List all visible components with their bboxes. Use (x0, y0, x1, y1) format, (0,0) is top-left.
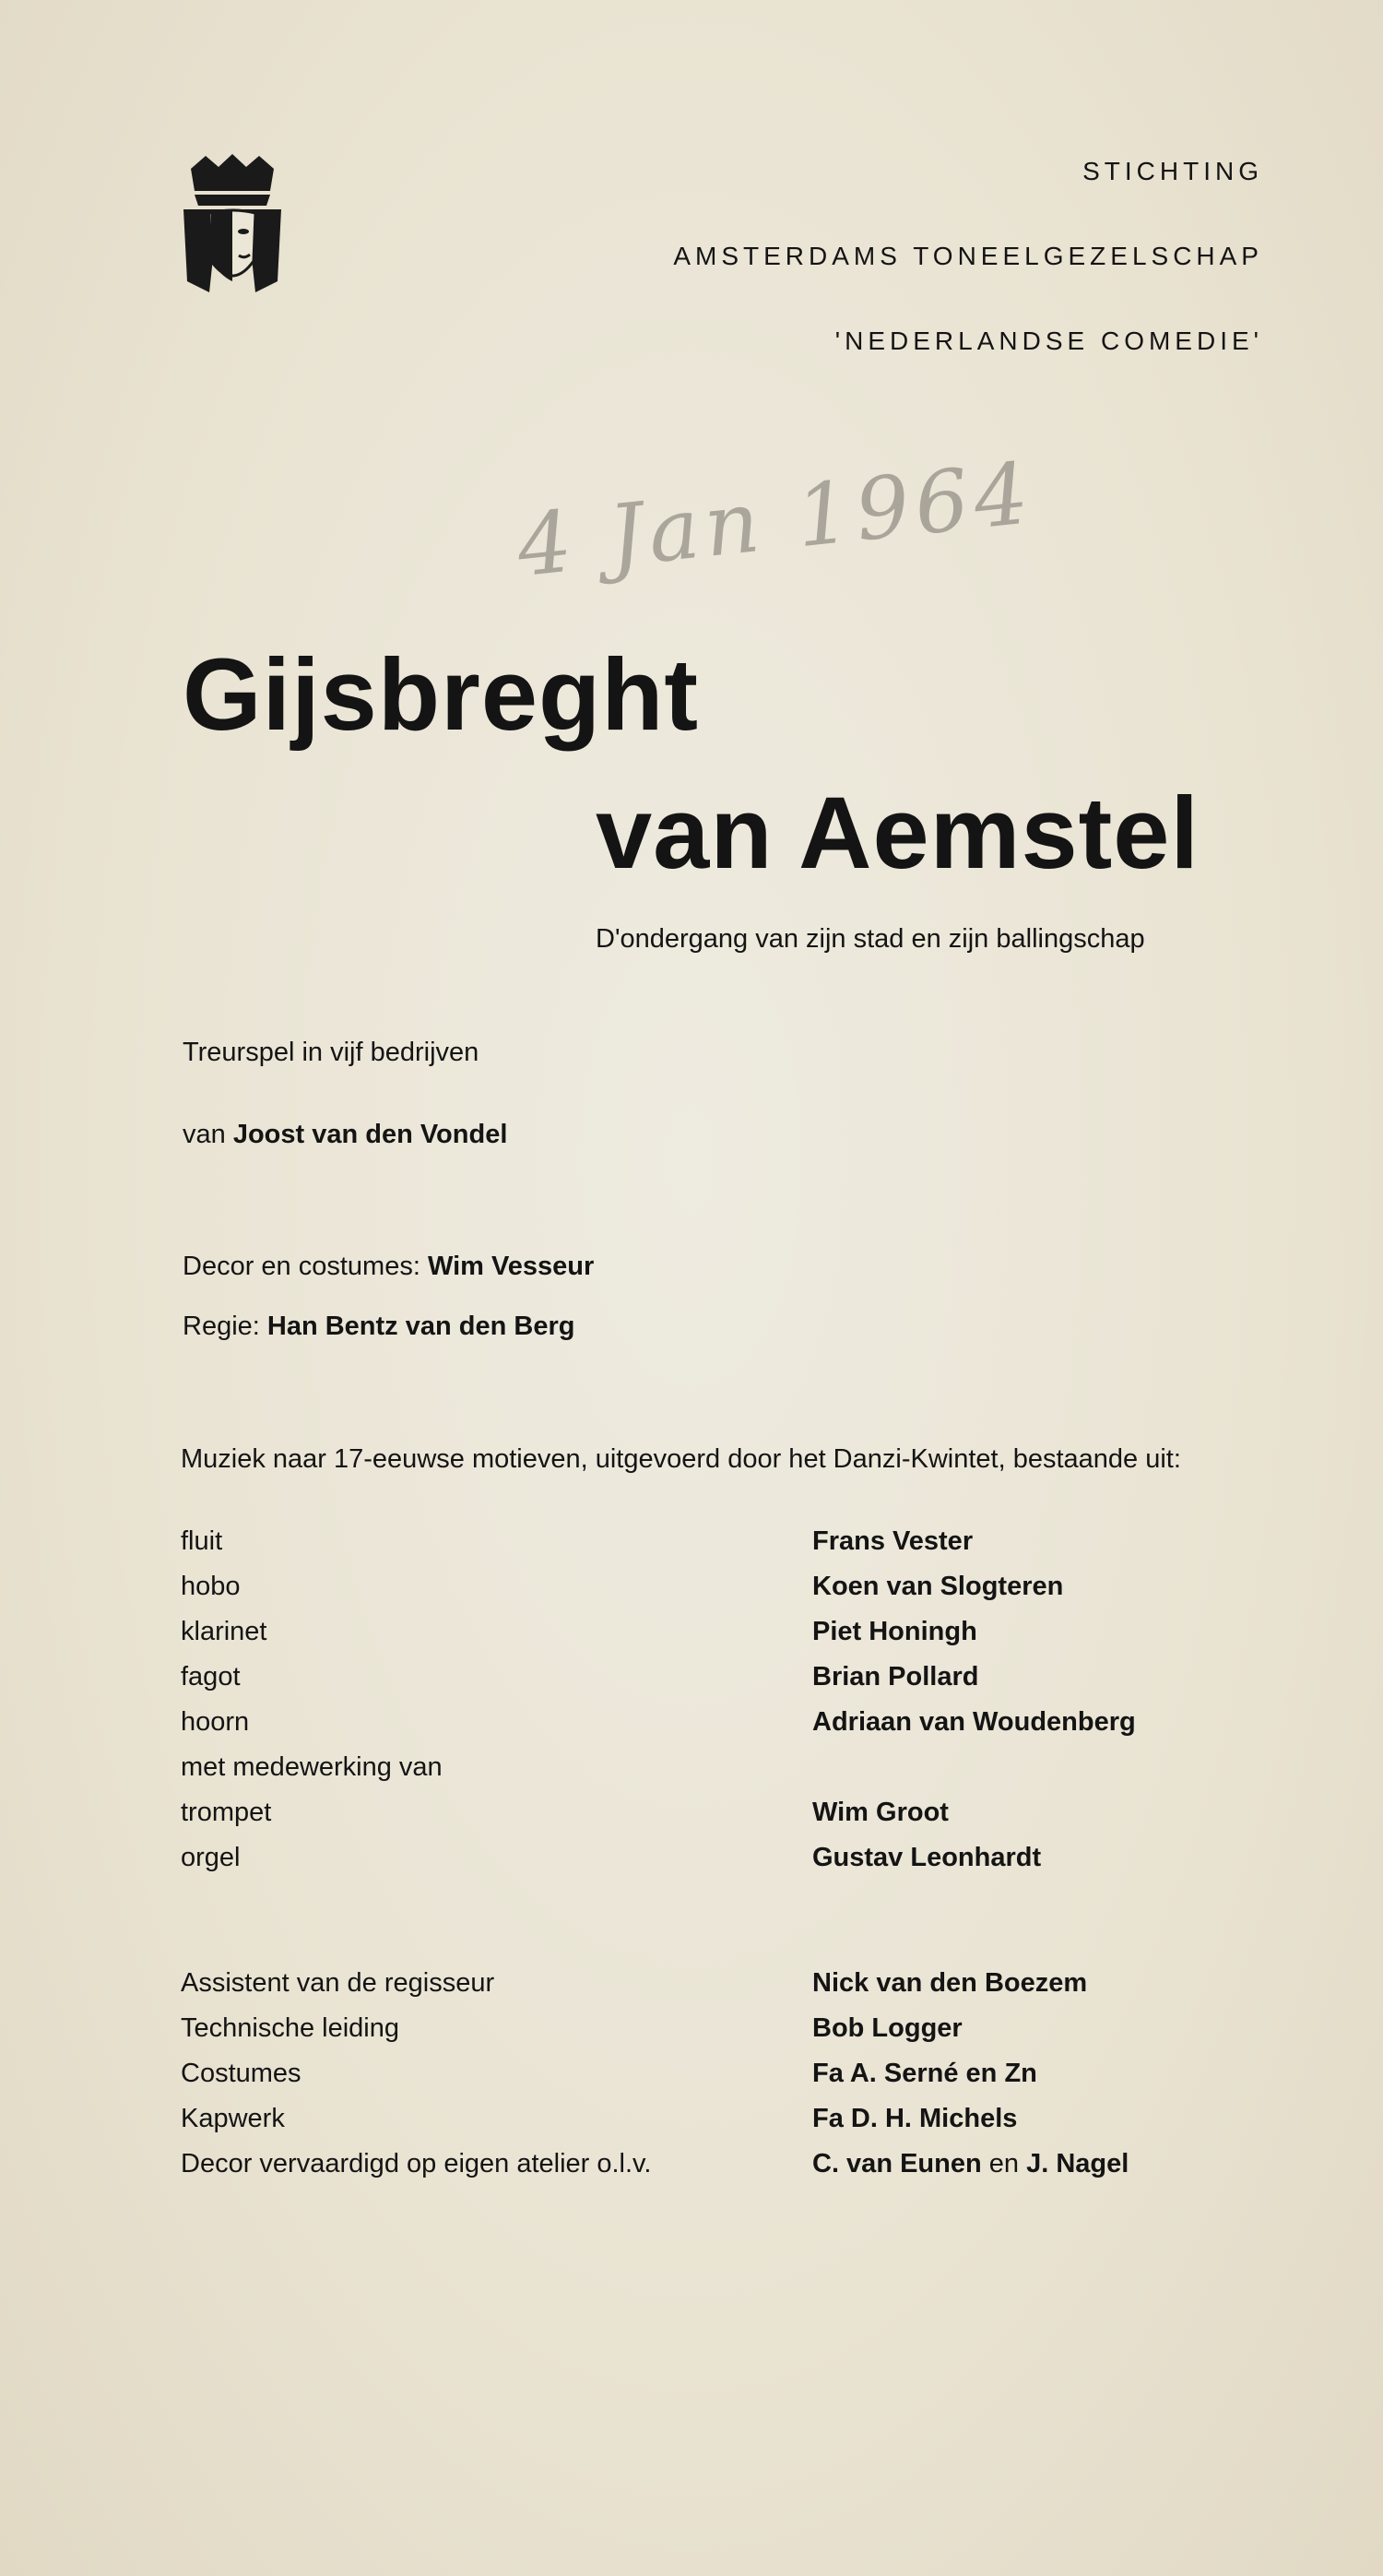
handwritten-date: 4 Jan 1964 (512, 443, 1039, 597)
musician-row (181, 1617, 1287, 1663)
genre-line: Treurspel in vijf bedrijven (183, 1038, 479, 1067)
regie-label: Regie: (183, 1312, 260, 1341)
credit-name: Fa A. Serné en Zn (812, 2059, 1037, 2088)
author-name: Joost van den Vondel (232, 1120, 508, 1149)
musician-row (181, 1572, 1287, 1618)
credit-role: Kapwerk (181, 2104, 285, 2133)
title-line-2: van Aemstel (596, 777, 1200, 890)
credit-role: Decor vervaardigd op eigen atelier o.l.v. (181, 2149, 652, 2178)
credit-name-b: J. Nagel (1026, 2149, 1129, 2178)
credit-row (181, 1968, 1287, 2014)
instrument: trompet (181, 1798, 272, 1827)
regie-line (183, 1312, 574, 1342)
subtitle: D'ondergang van zijn stad en zijn ballingschap (596, 924, 1145, 954)
header-line-comedie: 'NEDERLANDSE COMEDIE' (834, 326, 1263, 355)
instrument: fagot (181, 1662, 241, 1692)
musician-row (181, 1707, 1287, 1753)
musician-row (181, 1662, 1287, 1708)
credit-role: Technische leiding (181, 2013, 399, 2043)
credit-row (181, 2013, 1287, 2060)
musician-name: Brian Pollard (812, 1662, 979, 1692)
musician-name: Wim Groot (812, 1798, 949, 1827)
credit-name-a: C. van Eunen (812, 2149, 982, 2178)
credit-name (812, 2149, 1129, 2179)
musician-name: Koen van Slogteren (812, 1572, 1064, 1601)
music-intro: Muziek naar 17-eeuwse motieven, uitgevoerd door het Danzi-Kwintet, bestaande uit: (181, 1444, 1181, 1474)
instrument: met medewerking van (181, 1752, 443, 1782)
credit-role: Costumes (181, 2059, 301, 2088)
musician-row (181, 1798, 1287, 1844)
musician-row (181, 1526, 1287, 1573)
instrument: hoorn (181, 1707, 250, 1737)
musician-name: Piet Honingh (812, 1617, 977, 1646)
header-line-gezelschap: AMSTERDAMS TONEELGEZELSCHAP (673, 242, 1263, 270)
title-line-1: Gijsbreght (183, 638, 700, 752)
decor-line (183, 1252, 594, 1282)
credit-name: Fa D. H. Michels (812, 2104, 1018, 2133)
author-line (183, 1120, 507, 1150)
credit-row (181, 2059, 1287, 2105)
regie-name: Han Bentz van den Berg (266, 1312, 575, 1341)
musician-row (181, 1843, 1287, 1889)
decor-name: Wim Vesseur (427, 1252, 595, 1281)
theatre-mask-crown-icon (178, 152, 287, 300)
credit-joiner: en (988, 2149, 1020, 2178)
musician-row (181, 1752, 1287, 1798)
credit-row (181, 2149, 1287, 2195)
credit-name: Bob Logger (812, 2013, 963, 2043)
instrument: hobo (181, 1572, 241, 1601)
instrument: fluit (181, 1526, 223, 1556)
credit-name: Nick van den Boezem (812, 1968, 1088, 1998)
instrument: klarinet (181, 1617, 267, 1646)
credit-role: Assistent van de regisseur (181, 1968, 495, 1998)
musician-name: Frans Vester (812, 1526, 974, 1556)
header-line-stichting: STICHTING (1082, 157, 1263, 185)
credit-row (181, 2104, 1287, 2150)
musician-name: Gustav Leonhardt (812, 1843, 1042, 1872)
organisation-header (673, 155, 1263, 410)
instrument: orgel (181, 1843, 241, 1872)
decor-label: Decor en costumes: (183, 1252, 420, 1281)
musician-name: Adriaan van Woudenberg (812, 1707, 1136, 1737)
author-prefix: van (183, 1120, 226, 1149)
